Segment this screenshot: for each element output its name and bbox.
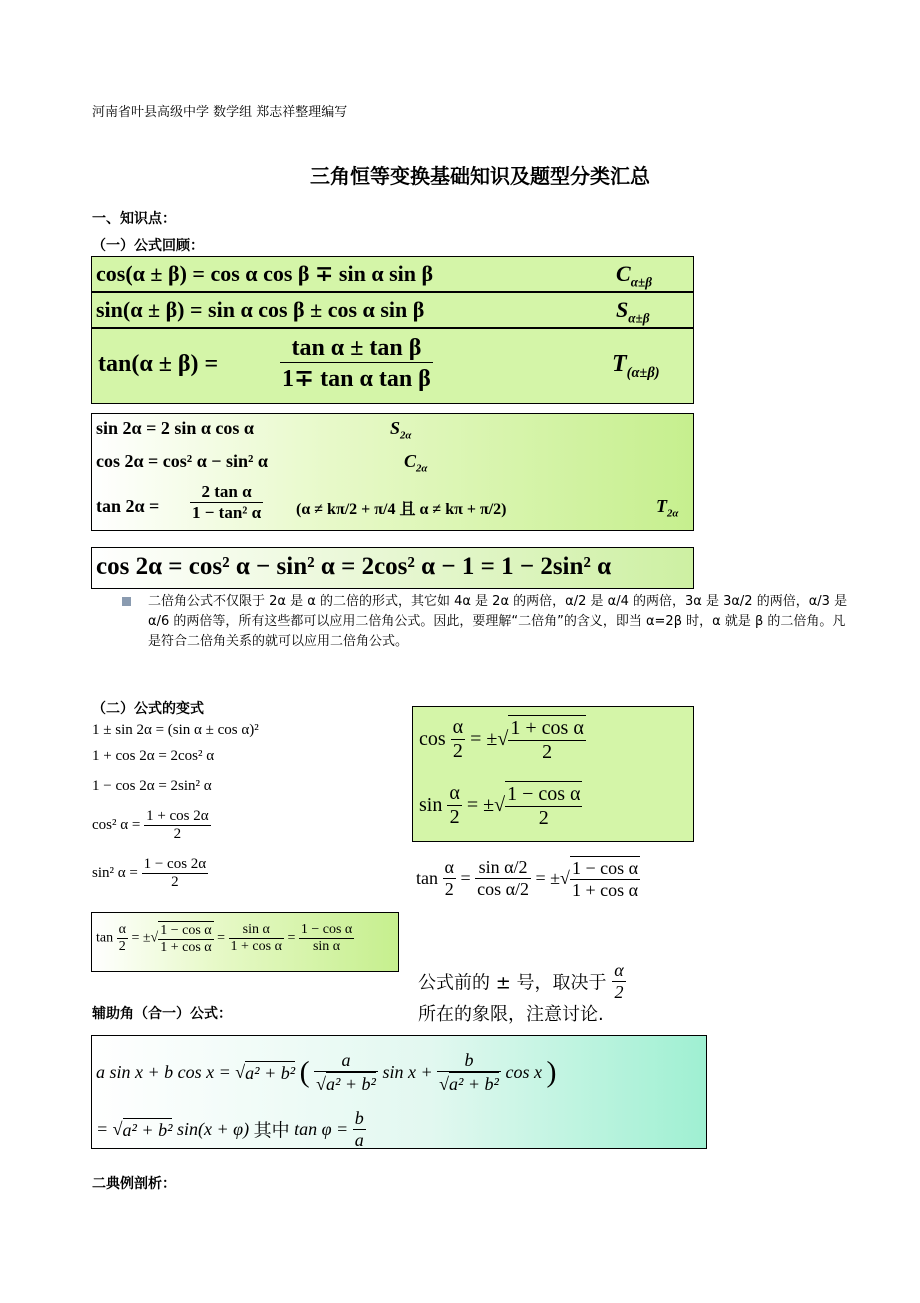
- tan-label: tan: [416, 868, 438, 888]
- radical-fraction: [505, 781, 582, 830]
- eq: =: [287, 930, 299, 946]
- formula-sin-sum: sin(α ± β) = sin α cos β ± cos α sin β: [96, 297, 425, 322]
- denominator: √a² + b²: [439, 1074, 499, 1094]
- formula-tan2-condition: (α ≠ kπ/2 + π/4 且 α ≠ kπ + π/2): [296, 501, 507, 518]
- formula-tan-fraction: [280, 335, 433, 393]
- denominator: 2: [173, 826, 182, 842]
- aux-line1: [96, 1050, 556, 1095]
- denominator: 2: [444, 879, 454, 899]
- denominator: 2: [614, 982, 624, 1002]
- formula-cos-sum: cos(α ± β) = cos α cos β ∓ sin α sin β: [96, 261, 434, 286]
- tag-letter: T: [656, 496, 667, 516]
- formula-box-double-angle: [91, 413, 694, 531]
- formula-tag-c2: [404, 451, 427, 475]
- tag-sub: 2α: [667, 507, 679, 520]
- tag-sub: 2α: [416, 462, 428, 475]
- numerator: 1 + cos α: [510, 717, 584, 739]
- fraction: [437, 1050, 501, 1095]
- formula-cos2-full: cos 2α = cos² α − sin² α = 2cos² α − 1 = 1 − 2sin² α: [96, 553, 612, 580]
- radical: a² + b²: [122, 1120, 173, 1140]
- formula-box-cos-sum: [91, 256, 694, 292]
- formula-sin2: sin 2α = 2 sin α cos α: [96, 418, 254, 438]
- fraction: [475, 857, 531, 900]
- sign-note-line1: [418, 960, 626, 1003]
- fraction: [314, 1050, 378, 1095]
- denominator: 2: [449, 806, 460, 828]
- eq-pm: = ±√: [535, 868, 570, 888]
- paren: (: [299, 1055, 310, 1089]
- formula-half-tan-right: [416, 856, 640, 901]
- tag-sub: 2α: [400, 429, 412, 442]
- denominator: 2: [171, 874, 179, 890]
- radical-fraction: [570, 856, 640, 901]
- section-knowledge: 一、知识点：: [92, 211, 176, 227]
- formula-box-sin-sum: [91, 292, 694, 328]
- double-angle-note: 二倍角公式不仅限于 2α 是 α 的二倍的形式，其它如 4α 是 2α 的两倍，α/2 是 α/4 的两倍，3α 是 3α/2 的两倍，α/3 是 α/6 的两倍等，所有这些都可以应用二倍角公式。因此，要理解“二倍角”的含义，即当 α=2β 时，α 就是 β 的二倍角。凡是符合二倍角关系的就可以应用二倍角公式。: [148, 594, 848, 649]
- numerator: tan α ± tan β: [280, 335, 433, 363]
- formula-half-cos: [419, 715, 586, 764]
- denominator: 2: [542, 741, 553, 763]
- formula-tag-s2: [390, 418, 411, 442]
- lhs: a sin x + b cos x =: [96, 1062, 231, 1082]
- bullet-square-icon: [122, 597, 131, 606]
- numerator: 1 − cos α: [300, 922, 353, 937]
- text: 公式前的 ± 号，取决于: [418, 972, 607, 994]
- fraction: [447, 782, 461, 829]
- denominator: 1∓ tan α tan β: [282, 366, 431, 392]
- denominator: 1 + cos α: [160, 940, 212, 955]
- term: cos x: [505, 1062, 542, 1082]
- numerator: a: [314, 1050, 378, 1072]
- eq: = √: [96, 1119, 123, 1139]
- numerator: α: [444, 857, 454, 877]
- radical: a² + b²: [449, 1074, 499, 1094]
- radical-fraction: [508, 715, 585, 764]
- eq-pm: = ±√: [131, 930, 159, 946]
- paren: ): [546, 1055, 557, 1089]
- variant-1: 1 ± sin 2α = (sin α ± cos α)²: [92, 722, 259, 738]
- fraction: [280, 335, 433, 393]
- fraction: [190, 482, 263, 523]
- formula-tag-s: [616, 297, 650, 326]
- sin-label: sin: [419, 794, 443, 816]
- fraction: [117, 922, 128, 955]
- formula-box-half-tan: [91, 912, 399, 972]
- fraction: [299, 922, 354, 955]
- term: sin x +: [382, 1062, 433, 1082]
- sin-term: sin(x + φ): [176, 1119, 250, 1139]
- tan-phi: tan φ =: [294, 1119, 349, 1139]
- formula-half-sin: [419, 781, 582, 830]
- variant-3: 1 − cos 2α = 2sin² α: [92, 778, 212, 794]
- denominator: 2: [452, 740, 463, 762]
- radical: a² + b²: [326, 1074, 376, 1094]
- formula-tag-c: [616, 261, 652, 290]
- fraction: [142, 856, 209, 891]
- denominator: a: [354, 1130, 364, 1150]
- aux-angle-label: 辅助角（合一）公式：: [92, 1006, 232, 1022]
- formula-box-half-cos-sin: [412, 706, 694, 842]
- formula-tan2-lhs: tan 2α =: [96, 496, 160, 516]
- formula-cos2: cos 2α = cos² α − sin² α: [96, 451, 268, 471]
- formula-box-cos2-full: [91, 547, 694, 589]
- tag-sub: (α±β): [626, 364, 660, 381]
- numerator: α: [614, 960, 624, 980]
- denominator: 1 + cos α: [571, 880, 639, 900]
- page-title: 三角恒等变换基础知识及题型分类汇总: [310, 164, 650, 188]
- variant-5: [92, 856, 208, 891]
- sign-note-line2: 所在的象限，注意讨论.: [418, 1004, 604, 1025]
- numerator: b: [437, 1050, 501, 1072]
- cos-label: cos: [419, 728, 446, 750]
- tan-label: tan: [96, 930, 114, 946]
- fraction: [144, 808, 211, 843]
- denominator: cos α/2: [477, 879, 530, 899]
- tag-letter: S: [390, 418, 401, 438]
- tag-letter: S: [616, 297, 629, 322]
- eq-pm: = ±√: [466, 794, 506, 816]
- numerator: b: [354, 1108, 364, 1128]
- numerator: 1 − cos α: [160, 923, 212, 938]
- aux-line2: [96, 1108, 366, 1151]
- fraction: [451, 716, 465, 763]
- numerator: α: [452, 716, 464, 738]
- tag-sub: α±β: [628, 310, 650, 326]
- radical-fraction: [158, 921, 213, 956]
- denominator: 1 + cos α: [230, 939, 282, 954]
- fraction: [229, 922, 284, 955]
- fraction: [443, 857, 456, 900]
- tag-letter: C: [404, 451, 417, 471]
- variant-4: [92, 808, 211, 843]
- eq: =: [217, 930, 229, 946]
- lhs: sin² α =: [92, 865, 138, 881]
- formula-half-tan-left: [96, 921, 354, 956]
- numerator: α: [118, 922, 126, 937]
- formula-tag-t2: [656, 496, 678, 520]
- tag-letter: T: [612, 351, 627, 377]
- lhs: cos² α =: [92, 817, 141, 833]
- formula-tan-lhs: tan(α ± β) =: [98, 351, 219, 377]
- where-label: 其中: [253, 1120, 290, 1142]
- eq: =: [460, 868, 471, 888]
- formula-tan2-fraction: [190, 482, 263, 523]
- subsection-formula-variants: （二）公式的变式: [92, 701, 204, 717]
- variant-2: 1 + cos 2α = 2cos² α: [92, 748, 215, 764]
- denominator: 2: [118, 939, 126, 954]
- numerator: 2 tan α: [190, 482, 263, 503]
- section-examples: 二典例剖析：: [92, 1176, 176, 1192]
- numerator: 1 − cos 2α: [143, 856, 207, 872]
- formula-box-tan-sum: [91, 328, 694, 404]
- fraction: [612, 960, 625, 1003]
- denominator: √a² + b²: [316, 1074, 376, 1094]
- eq-pm: = ±√: [470, 728, 509, 750]
- denominator: 1 − tan² α: [192, 503, 262, 522]
- page-header: 河南省叶县高级中学 数学组 郑志祥整理编写: [92, 105, 348, 120]
- subsection-formula-review: （一）公式回顾：: [92, 238, 204, 254]
- numerator: sin α/2: [475, 857, 531, 879]
- numerator: α: [449, 782, 460, 804]
- numerator: sin α: [229, 922, 284, 939]
- numerator: 1 + cos 2α: [146, 808, 209, 824]
- formula-box-aux-angle: [91, 1035, 707, 1149]
- denominator: sin α: [312, 939, 341, 954]
- numerator: 1 − cos α: [507, 783, 581, 805]
- tag-sub: α±β: [630, 274, 652, 290]
- formula-tag-t: [612, 351, 660, 382]
- numerator: 1 − cos α: [571, 858, 639, 878]
- tag-letter: C: [616, 261, 631, 286]
- radical: a² + b²: [245, 1063, 296, 1083]
- denominator: 2: [538, 807, 549, 829]
- fraction: [353, 1108, 366, 1151]
- sqrt-sign: √: [235, 1062, 246, 1082]
